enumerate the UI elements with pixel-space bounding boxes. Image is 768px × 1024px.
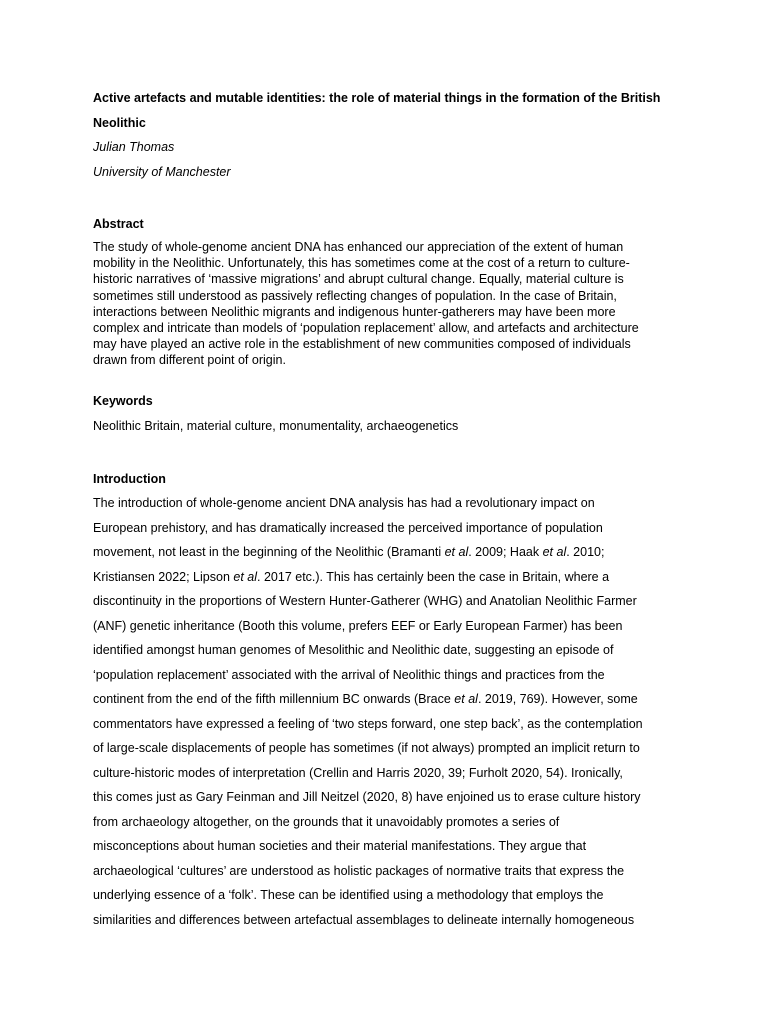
introduction-line bbox=[93, 589, 679, 614]
italic-text: et al bbox=[233, 569, 258, 584]
text-run: culture-historic modes of interpretation (Crellin and Harris 2020, 39; Furholt 2020, 54). Ironically, bbox=[93, 765, 623, 780]
keywords-heading: Keywords bbox=[93, 393, 153, 408]
abstract-line: may have played an active role in the establishment of new communities composed of individuals bbox=[93, 337, 631, 352]
abstract-line: The study of whole-genome ancient DNA has enhanced our appreciation of the extent of human bbox=[93, 240, 624, 254]
text-run: commentators have expressed a feeling of ‘two steps forward, one step back’, as the contemplation bbox=[93, 716, 643, 731]
introduction-line bbox=[93, 785, 679, 810]
abstract-line: drawn from different point of origin. bbox=[93, 353, 286, 368]
paper-title bbox=[93, 86, 679, 135]
text-run: (ANF) genetic inheritance (Booth this volume, prefers EEF or Early European Farmer) has been bbox=[93, 618, 623, 633]
text-run: The introduction of whole-genome ancient DNA analysis has had a revolutionary impact on bbox=[93, 496, 595, 511]
text-run: . 2010; bbox=[566, 545, 605, 560]
italic-text: et al bbox=[454, 692, 478, 707]
text-run: movement, not least in the beginning of the Neolithic (Bramanti bbox=[93, 545, 445, 560]
italic-text: et al bbox=[542, 545, 567, 560]
introduction-heading: Introduction bbox=[93, 471, 166, 486]
abstract-line: mobility in the Neolithic. Unfortunately, this has sometimes come at the cost of a return to culture- bbox=[93, 256, 630, 271]
introduction-line bbox=[93, 883, 679, 908]
text-run: . 2019, 769). However, some bbox=[477, 692, 638, 707]
text-run: archaeological ‘cultures’ are understood as holistic packages of normative traits that express the bbox=[93, 863, 625, 878]
abstract-line: historic narratives of ‘massive migrations’ and abrupt cultural change. Equally, material culture is bbox=[93, 272, 624, 287]
italic-text: et al bbox=[444, 545, 469, 560]
abstract-text bbox=[93, 239, 679, 369]
title-line: Active artefacts and mutable identities: the role of material things in the formation of the British bbox=[93, 91, 661, 105]
introduction-line bbox=[93, 834, 679, 859]
author-name: Julian Thomas bbox=[93, 140, 175, 154]
document-body bbox=[93, 86, 679, 932]
introduction-line bbox=[93, 565, 679, 590]
text-run: identified amongst human genomes of Mesolithic and Neolithic date, suggesting an episode of bbox=[93, 643, 614, 658]
introduction-text bbox=[93, 491, 679, 932]
author-affiliation: University of Manchester bbox=[93, 164, 231, 179]
introduction-line bbox=[93, 687, 679, 712]
introduction-line bbox=[93, 712, 679, 737]
text-run: from archaeology altogether, on the grounds that it unavoidably promotes a series of bbox=[93, 814, 560, 829]
keywords-text: Neolithic Britain, material culture, monumentality, archaeogenetics bbox=[93, 418, 459, 433]
introduction-line bbox=[93, 859, 679, 884]
title-line: Neolithic bbox=[93, 115, 146, 130]
text-run: of large-scale displacements of people has sometimes (if not always) prompted an implicit return to bbox=[93, 741, 640, 756]
abstract-line: sometimes still understood as passively reflecting changes of population. In the case of Britain, bbox=[93, 288, 617, 303]
introduction-line bbox=[93, 761, 679, 786]
text-run: continent from the end of the fifth millennium BC onwards (Brace bbox=[93, 692, 455, 707]
introduction-line bbox=[93, 663, 679, 688]
introduction-line bbox=[93, 516, 679, 541]
abstract-line: complex and intricate than models of ‘population replacement’ allow, and artefacts and architecture bbox=[93, 321, 639, 336]
introduction-line bbox=[93, 540, 679, 565]
text-run: Kristiansen 2022; Lipson bbox=[93, 569, 234, 584]
text-run: discontinuity in the proportions of Western Hunter-Gatherer (WHG) and Anatolian Neolithic Farmer bbox=[93, 594, 637, 609]
introduction-line bbox=[93, 491, 679, 516]
text-run: this comes just as Gary Feinman and Jill Neitzel (2020, 8) have enjoined us to erase culture history bbox=[93, 790, 641, 805]
text-run: similarities and differences between artefactual assemblages to delineate internally homogeneous bbox=[93, 912, 635, 927]
introduction-line bbox=[93, 908, 679, 933]
text-run: misconceptions about human societies and their material manifestations. They argue that bbox=[93, 839, 587, 854]
text-run: European prehistory, and has dramatically increased the perceived importance of population bbox=[93, 520, 603, 535]
introduction-line bbox=[93, 638, 679, 663]
text-run: underlying essence of a ‘folk’. These can be identified using a methodology that employs the bbox=[93, 888, 604, 903]
text-run: . 2017 etc.). This has certainly been the case in Britain, where a bbox=[257, 569, 610, 584]
abstract-line: interactions between Neolithic migrants and indigenous hunter-gatherers may have been more bbox=[93, 304, 616, 319]
text-run: . 2009; Haak bbox=[468, 545, 543, 560]
introduction-line bbox=[93, 810, 679, 835]
introduction-line bbox=[93, 736, 679, 761]
introduction-line bbox=[93, 614, 679, 639]
text-run: ‘population replacement’ associated with the arrival of Neolithic things and practices from the bbox=[93, 667, 605, 682]
abstract-heading: Abstract bbox=[93, 217, 144, 231]
